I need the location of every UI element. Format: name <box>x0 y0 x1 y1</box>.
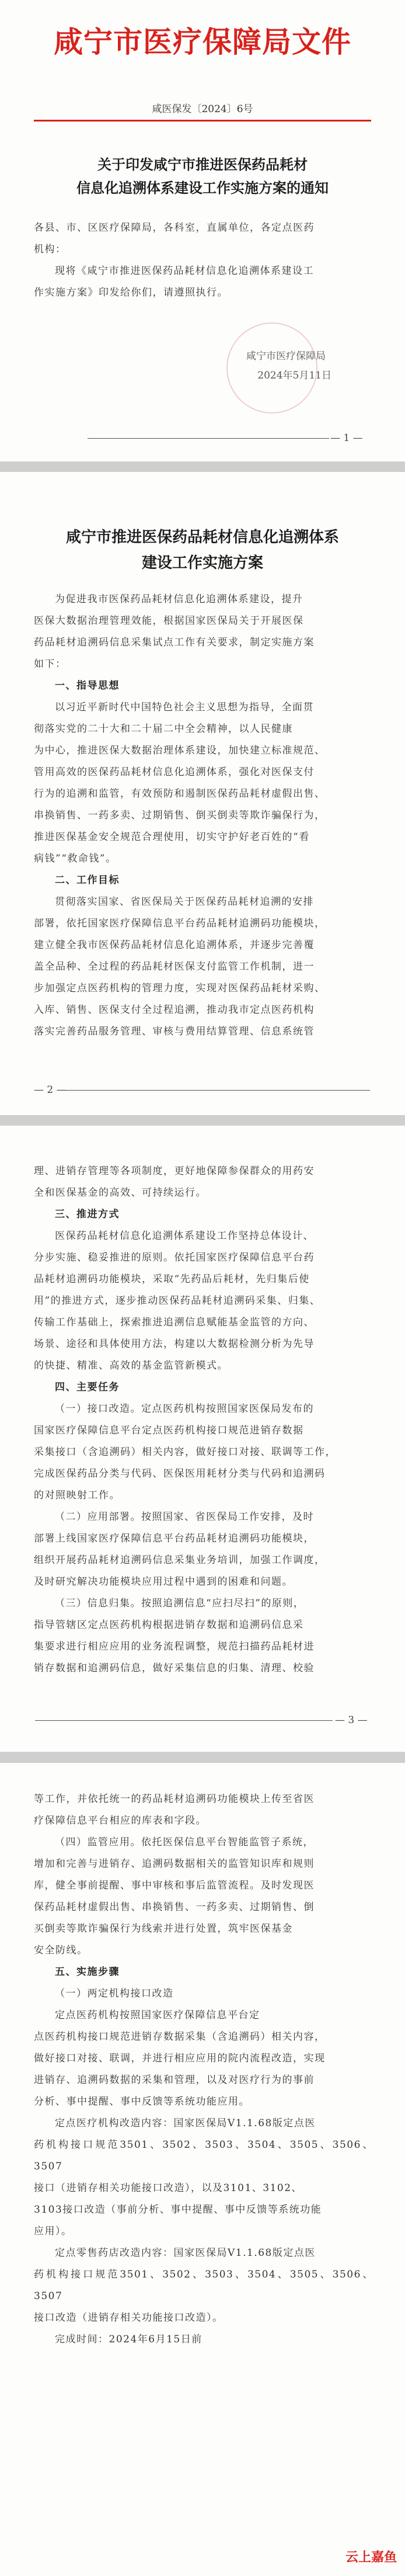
text-line: 串换销售、一药多卖、过期销售、倒买倒卖等欺诈骗保行为， <box>34 810 326 821</box>
text-line: 场景、途径和具体使用方法，构建以大数据检测分析为先导 <box>34 1338 315 1350</box>
text-line: 建立健全我市医保药品耗材信息化追溯体系，并逐步完善覆 <box>34 939 315 951</box>
text-line: 药机构接口规范3501、3502、3503、3504、3505、3506、3507 <box>34 2269 373 2302</box>
text-line: 医保药品耗材信息化追溯体系建设工作坚持总体设计、 <box>55 1230 314 1242</box>
text-line: 等工作，并依托统一的药品耗材追溯码功能模块上传至省医 <box>34 1793 315 1805</box>
red-divider <box>34 120 371 121</box>
notice-title-line-2: 信息化追溯体系建设工作实施方案的通知 <box>76 179 329 196</box>
text-line: （三）信息归集。按照追溯信息“应扫尽扫”的原则， <box>55 1598 305 1609</box>
document-page-4 <box>0 1763 405 2576</box>
text-line: 全和医保基金的高效、可持续运行。 <box>34 1187 207 1199</box>
text-line: 管用高效的医保药品耗材信息化追溯体系，强化对医保支付 <box>34 766 315 778</box>
section-heading: 四、主要任务 <box>55 1381 120 1393</box>
section-heading: 五、实施步骤 <box>55 1966 120 1978</box>
text-line: 入库、销售、医保支付全过程追溯，推动我市定点医药机构 <box>34 1004 315 1016</box>
document-page-2 <box>0 472 405 1115</box>
text-line: 销存数据和追溯码信息，做好采集信息的归集、清理、校验 <box>34 1662 315 1674</box>
text-line: 为促进我市医保药品耗材信息化追溯体系建设，提升 <box>55 593 303 605</box>
recipients <box>34 217 372 261</box>
text-line: 定点零售药店改造内容：国家医保局V1.1.68版定点医 <box>55 2247 316 2259</box>
notice-title-line-1: 关于印发咸宁市推进医保药品耗材 <box>97 156 308 173</box>
text-line: 定点医药机构按照国家医疗保障信息平台定 <box>55 2009 260 2021</box>
section-heading: 二、工作目标 <box>55 874 120 886</box>
notice-body-line-1: 现将《咸宁市推进医保药品耗材信息化追溯体系建设工 <box>55 265 314 277</box>
text-line: 为中心，推进医保大数据治理体系建设，加快建立标准规范、 <box>34 745 326 756</box>
text-line: （一）两定机构接口改造 <box>55 1988 174 1999</box>
text-line: （一）接口改造。定点医药机构按照国家医保局发布的 <box>55 1403 314 1415</box>
document-page-3 <box>0 1126 405 1752</box>
recipients-line-2: 机构： <box>34 244 67 255</box>
plan-title-line-1: 咸宁市推进医保药品耗材信息化追溯体系 <box>65 529 339 546</box>
text-line: 分析、事中提醒、事中反馈等系统功能应用。 <box>34 2096 250 2108</box>
text-line: 部署，依托国家医疗保障信息平台药品耗材追溯码功能模块， <box>34 918 326 929</box>
text-line: 用”的推进方式，逐步推动医保药品耗材追溯码采集、归集、 <box>34 1295 321 1307</box>
text-line: 品耗材追溯码功能模块，采取“先药品后耗材，先归集后使 <box>34 1273 310 1285</box>
text-line: 接口（进销存相关功能接口改造），以及3101、3102、 <box>34 2182 303 2194</box>
text-line: 集要求进行相应应用的业务流程调整，规范扫描药品耗材进 <box>34 1641 315 1652</box>
text-line: 盖全品种、全过程的药品耗材医保支付监管工作机制，进一 <box>34 961 315 973</box>
notice-body-line-2: 作实施方案》印发给你们，请遵照执行。 <box>34 287 228 298</box>
notice-title <box>35 153 370 200</box>
text-line: 采集接口（含追溯码）相关内容，做好接口对接、联调等工作， <box>34 1446 336 1458</box>
document-number: 咸医保发〔2024〕6号 <box>152 103 253 115</box>
footer-rule <box>61 1090 370 1091</box>
page-number: — 3 — <box>335 1714 368 1726</box>
text-line: 库，健全事前提醒、事中审核和事后监管流程。及时发现医 <box>34 1880 315 1891</box>
text-line: 如下： <box>34 658 67 670</box>
plan-title-line-2: 建设工作实施方案 <box>141 554 263 572</box>
text-line: 定点医疗机构改造内容：国家医保局V1.1.68版定点医 <box>55 2117 316 2129</box>
text-line: （二）应用部署。按照国家、省医保局工作安排，及时 <box>55 1511 314 1523</box>
text-line: 以习近平新时代中国特色社会主义思想为指导，全面贯 <box>55 702 314 713</box>
document-page-1 <box>0 0 405 461</box>
text-line: 保药品耗材虚假出售、串换销售、一药多卖、过期销售、倒 <box>34 1901 315 1913</box>
text-line: 完成医保药品分类与代码、医保医用耗材分类与代码和追溯码 <box>34 1468 326 1480</box>
text-line: 指导管辖区定点医药机构根据进销存数据和追溯码信息采 <box>34 1619 304 1631</box>
text-line: 国家医疗保障信息平台定点医药机构接口规范进销存数据 <box>34 1425 304 1436</box>
page-2-text <box>34 589 373 1043</box>
text-line: 进销存、追溯码数据的采集和管理，以及对医疗行为的事前 <box>34 2074 315 2086</box>
source-watermark: 云上嘉鱼 <box>345 2550 397 2565</box>
text-line: 接口改造（进销存相关功能接口改造）。 <box>34 2312 224 2324</box>
text-line: 的对照映射工作。 <box>34 1490 120 1501</box>
text-line: 病钱”“救命钱”。 <box>34 853 117 865</box>
text-line: 应用）。 <box>34 2226 72 2237</box>
text-line: 药品耗材追溯码信息采集试点工作有关要求，制定实施方案 <box>34 637 315 648</box>
signature-date: 2024年5月11日 <box>257 370 331 381</box>
text-line: 步加强定点医药机构的管理力度，实现对医保药品耗材采购、 <box>34 983 326 994</box>
text-line: 部署上线国家医疗保障信息平台药品耗材追溯码功能模块， <box>34 1533 315 1544</box>
text-line: 3103接口改造（事前分析、事中提醒、事中反馈等系统功能 <box>34 2204 322 2216</box>
text-line: 传输工作基础上，探索推进追溯信息赋能基金监管的方向、 <box>34 1317 315 1328</box>
text-line: 医保大数据治理管理效能，根据国家医保局关于开展医保 <box>34 615 304 627</box>
text-line: 理、进销存管理等各项制度，更好地保障参保群众的用药安 <box>34 1165 315 1177</box>
text-line: 分步实施、稳妥推进的原则。依托国家医疗保障信息平台药 <box>34 1252 315 1263</box>
issuer-header: 咸宁市医疗保障局文件 <box>54 25 351 59</box>
text-line: 点医药机构接口规范进销存数据采集（含追溯码）相关内容， <box>34 2031 326 2043</box>
text-line: 买倒卖等欺诈骗保行为线索并进行处置，筑牢医保基金 <box>34 1923 293 1935</box>
page-number: — 2 — <box>34 1084 67 1096</box>
text-line: 增加和完善与进销存、追溯码数据相关的监管知识库和规则 <box>34 1858 315 1870</box>
text-line: 及时研究解决功能模块应用过程中遇到的困难和问题。 <box>34 1576 293 1588</box>
notice-body <box>34 261 372 304</box>
page-number: — 1 — <box>330 432 363 444</box>
text-line: 推进医保基金安全规范合理使用，切实守护好老百姓的“看 <box>34 831 310 843</box>
text-line: 落实完善药品服务管理、审核与费用结算管理、信息系统管 <box>34 1026 315 1037</box>
text-line: 贯彻落实国家、省医保局关于医保药品耗材追溯的安排 <box>55 896 314 908</box>
text-line: 安全防线。 <box>34 1945 88 1956</box>
text-line: 的快捷、精准、高效的基金监管新模式。 <box>34 1360 228 1372</box>
text-line: 完成时间：2024年6月15日前 <box>55 2334 202 2345</box>
recipients-line-1: 各县、市、区医疗保障局，各科室，直属单位，各定点医药 <box>34 222 315 234</box>
signer: 咸宁市医疗保障局 <box>246 350 326 362</box>
page-4-text <box>34 1789 373 2351</box>
footer-rule <box>88 438 329 439</box>
text-line: 疗保障信息平台相应的库表和字段。 <box>34 1815 207 1827</box>
page-3-text <box>34 1161 373 1679</box>
text-line: 行为的追溯和监管，有效预防和遏制医保药品耗材虚假出售、 <box>34 788 326 800</box>
plan-title <box>35 525 370 576</box>
text-line: （四）监管应用。依托医保信息平台智能监管子系统， <box>55 1836 314 1848</box>
text-line: 药机构接口规范3501、3502、3503、3504、3505、3506、3507 <box>34 2139 373 2172</box>
section-heading: 一、指导思想 <box>55 680 120 692</box>
text-line: 做好接口对接、联调，并进行相应应用的院内流程改造，实现 <box>34 2053 326 2064</box>
section-heading: 三、推进方式 <box>55 1209 120 1220</box>
text-line: 组织开展药品耗材追溯码信息采集业务培训，加强工作调度， <box>34 1554 326 1566</box>
text-line: 彻落实党的二十大和二十届二中全会精神，以人民健康 <box>34 723 293 735</box>
footer-rule <box>35 1720 333 1721</box>
